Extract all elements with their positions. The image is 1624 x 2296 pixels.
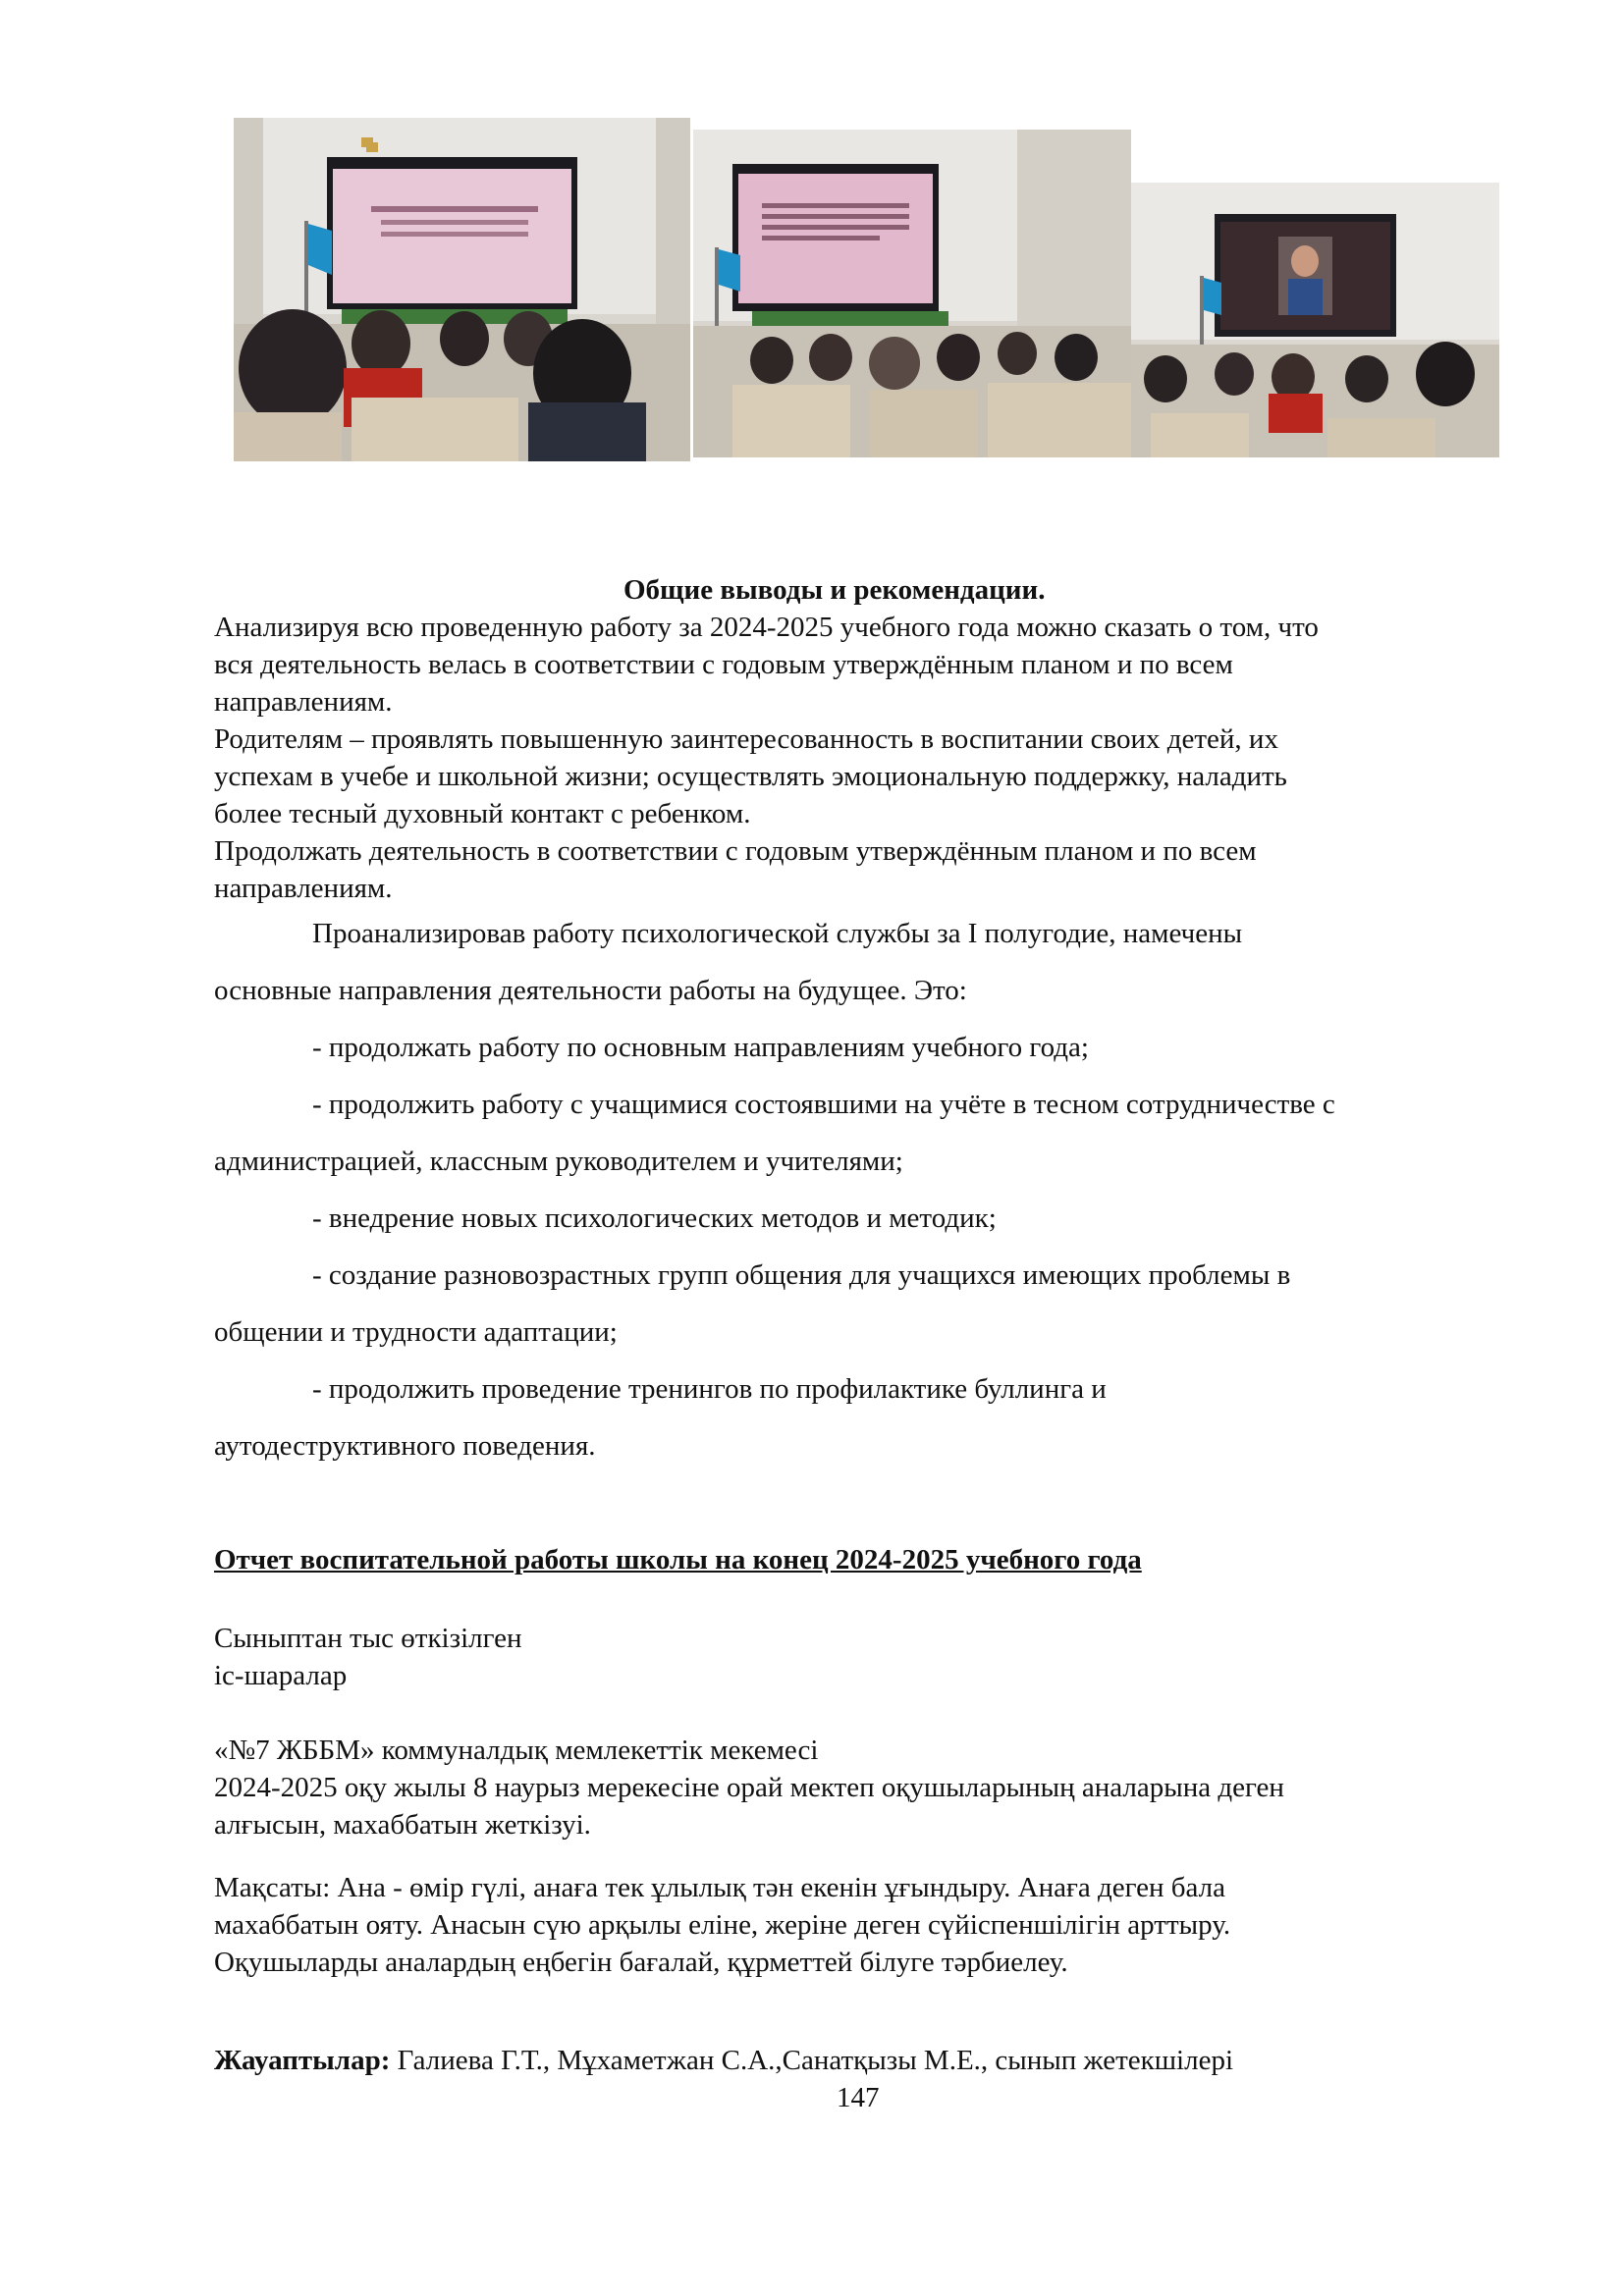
paragraph-line: основные направления деятельности работы на будущее. Это: — [214, 975, 967, 1006]
paragraph-line: более тесный духовный контакт с ребенком. — [214, 798, 751, 829]
paragraph-line: направлениям. — [214, 873, 393, 904]
seminar-photo-1 — [234, 118, 690, 461]
paragraph-line: направлениям. — [214, 686, 393, 718]
goal-line: махаббатын ояту. Анасын сүю арқылы еліне, жеріне деген сүйіспеншілігін арттыру. — [214, 1909, 1231, 1941]
video-call-photo — [1131, 183, 1499, 457]
responsible-names: Галиева Г.Т., Мұхаметжан С.А.,Санатқызы М.Е., сынып жетекшілері — [390, 2045, 1234, 2076]
responsible-line — [214, 2042, 1233, 2079]
seminar-photo-icon — [693, 130, 1131, 457]
paragraph-line: успехам в учебе и школьной жизни; осуществлять эмоциональную поддержку, наладить — [214, 761, 1287, 792]
list-item: администрацией, классным руководителем и учителями; — [214, 1146, 903, 1177]
goal-line: Оқушыларды аналардың еңбегін бағалай, құрметтей білуге тәрбиелеу. — [214, 1947, 1068, 1978]
seminar-photo-2 — [693, 130, 1131, 457]
seminar-photo-icon — [234, 118, 690, 461]
paragraph-line: Проанализировав работу психологической службы за I полугодие, намечены — [312, 918, 1243, 949]
paragraph-line: Анализируя всю проведенную работу за 2024-2025 учебного года можно сказать о том, что — [214, 612, 1319, 643]
paragraph-line: Родителям – проявлять повышенную заинтересованность в воспитании своих детей, их — [214, 723, 1278, 755]
goal-line: Мақсаты: Ана - өмір гүлі, анаға тек ұлылық тән екенін ұғындыру. Анаға деген бала — [214, 1872, 1226, 1903]
list-item: - продолжить проведение тренингов по профилактике буллинга и — [312, 1373, 1107, 1405]
report-title: Отчет воспитательной работы школы на конец 2024-2025 учебного года — [214, 1544, 1142, 1575]
report-subtitle-line: Сыныптан тыс өткізілген — [214, 1623, 522, 1654]
event-description-line: алғысын, махаббатын жеткізуі. — [214, 1809, 591, 1841]
conclusions-title: Общие выводы и рекомендации. — [623, 574, 1046, 606]
report-subtitle-line: іс-шаралар — [214, 1660, 348, 1691]
event-description-line: 2024-2025 оқу жылы 8 наурыз мерекесіне орай мектеп оқушыларының аналарына деген — [214, 1772, 1284, 1803]
paragraph-line: Продолжать деятельность в соответствии с годовым утверждённым планом и по всем — [214, 835, 1257, 867]
list-item: - продолжать работу по основным направлениям учебного года; — [312, 1032, 1089, 1063]
page-number: 147 — [837, 2082, 880, 2113]
responsible-label: Жауаптылар: — [214, 2045, 391, 2076]
list-item: - создание разновозрастных групп общения для учащихся имеющих проблемы в — [312, 1259, 1291, 1291]
organization-name: «№7 ЖББМ» коммуналдық мемлекеттік мекемесі — [214, 1735, 819, 1766]
video-call-photo-icon — [1131, 183, 1499, 457]
list-item: общении и трудности адаптации; — [214, 1316, 618, 1348]
list-item: - внедрение новых психологических методов и методик; — [312, 1202, 997, 1234]
paragraph-line: вся деятельность велась в соответствии с годовым утверждённым планом и по всем — [214, 649, 1233, 680]
conclusions-body — [214, 609, 1520, 907]
list-item: аутодеструктивного поведения. — [214, 1430, 596, 1462]
list-item: - продолжить работу с учащимися состоявшими на учёте в тесном сотрудничестве с — [312, 1089, 1335, 1120]
